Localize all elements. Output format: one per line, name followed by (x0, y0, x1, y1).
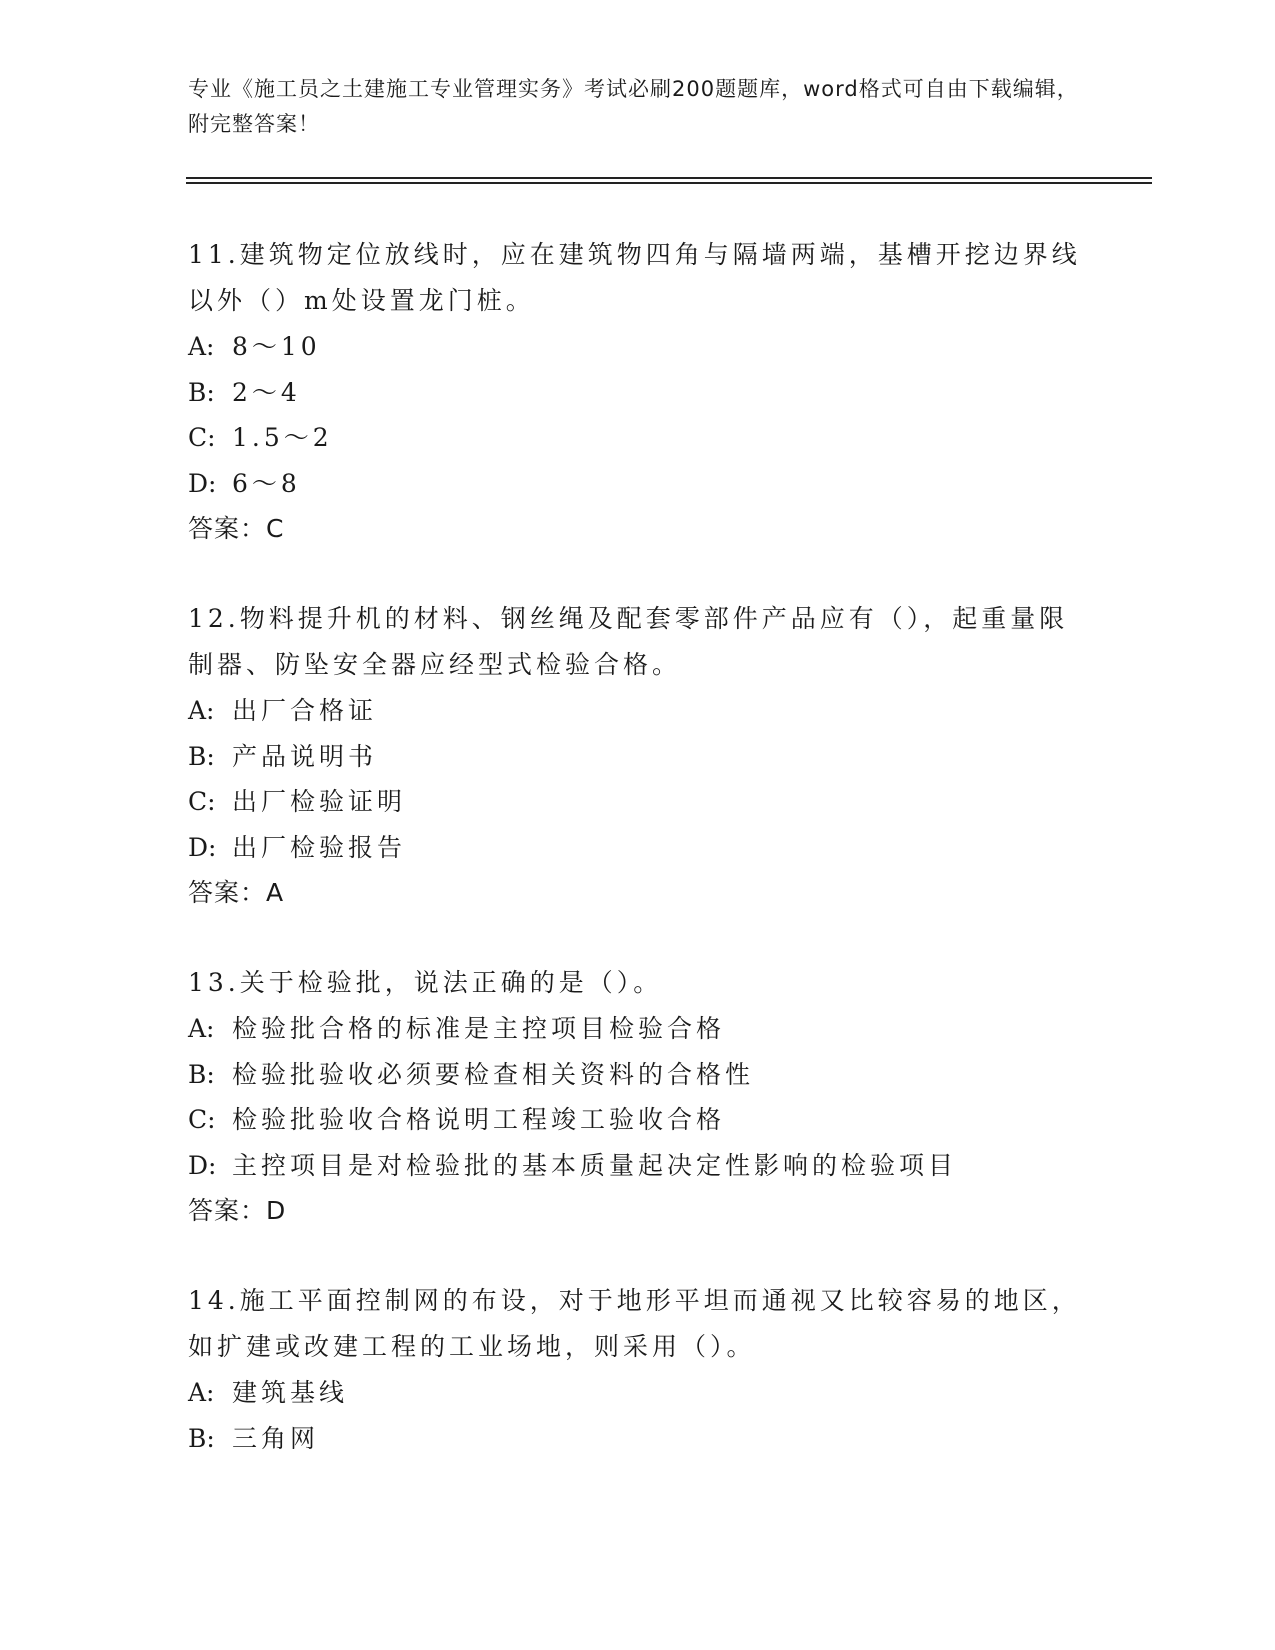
option-letter: C: (188, 423, 216, 452)
question-14 (188, 1278, 1088, 1461)
question-12 (188, 596, 1088, 915)
option-c (188, 779, 1088, 825)
option-text: 检验批验收合格说明工程竣工验收合格 (232, 1105, 726, 1134)
question-11 (188, 232, 1088, 551)
question-stem: 11.建筑物定位放线时，应在建筑物四角与隔墙两端，基槽开挖边界线以外（）m处设置龙门桩。 (188, 240, 1081, 315)
option-letter: B: (188, 1059, 215, 1089)
option-a (188, 688, 1088, 734)
option-text: 2～4 (232, 377, 301, 407)
option-letter: C: (188, 787, 216, 816)
option-text: 检验批验收必须要检查相关资料的合格性 (232, 1059, 755, 1089)
question-13 (188, 960, 1088, 1233)
option-b (188, 1052, 1088, 1098)
option-text: 6～8 (232, 468, 301, 498)
option-text: 1.5～2 (232, 423, 333, 452)
header-divider-bottom (186, 182, 1152, 184)
option-d (188, 1143, 1088, 1189)
option-text: 建筑基线 (232, 1378, 349, 1407)
question-stem: 14.施工平面控制网的布设，对于地形平坦而通视又比较容易的地区，如扩建或改建工程的工业场地，则采用（）。 (188, 1286, 1081, 1361)
option-a (188, 1370, 1088, 1416)
option-letter: A: (188, 1014, 215, 1043)
option-letter: C: (188, 1105, 216, 1134)
option-text: 8～10 (232, 332, 321, 361)
option-b (188, 370, 1088, 416)
option-letter: A: (188, 1378, 215, 1407)
question-stem: 12.物料提升机的材料、钢丝绳及配套零部件产品应有（），起重量限制器、防坠安全器应经型式检验合格。 (188, 604, 1069, 679)
option-letter: D: (188, 832, 217, 862)
option-text: 三角网 (232, 1423, 320, 1453)
option-text: 出厂合格证 (232, 696, 378, 725)
option-d (188, 825, 1088, 871)
answer-line: 答案：C (188, 514, 285, 543)
option-b (188, 1416, 1088, 1462)
option-text: 出厂检验证明 (232, 787, 407, 816)
option-letter: D: (188, 468, 217, 498)
option-letter: D: (188, 1150, 217, 1180)
option-text: 检验批合格的标准是主控项目检验合格 (232, 1014, 726, 1043)
option-c (188, 1097, 1088, 1143)
option-letter: A: (188, 696, 215, 725)
document-header: 专业《施工员之土建施工专业管理实务》考试必刷200题题库，word格式可自由下载编辑，附完整答案！ (188, 77, 1079, 136)
option-a (188, 1006, 1088, 1052)
option-letter: B: (188, 741, 215, 771)
option-text: 出厂检验报告 (232, 832, 407, 862)
option-letter: B: (188, 377, 215, 407)
option-a (188, 324, 1088, 370)
option-letter: A: (188, 332, 215, 361)
question-stem: 13.关于检验批，说法正确的是（）。 (188, 968, 663, 997)
option-b (188, 734, 1088, 780)
header-divider-top (186, 177, 1152, 179)
option-c (188, 415, 1088, 461)
option-letter: B: (188, 1423, 215, 1453)
answer-line: 答案：D (188, 1196, 287, 1225)
option-text: 产品说明书 (232, 741, 378, 771)
answer-line: 答案：A (188, 878, 285, 907)
option-text: 主控项目是对检验批的基本质量起决定性影响的检验项目 (232, 1150, 958, 1180)
option-d (188, 461, 1088, 507)
